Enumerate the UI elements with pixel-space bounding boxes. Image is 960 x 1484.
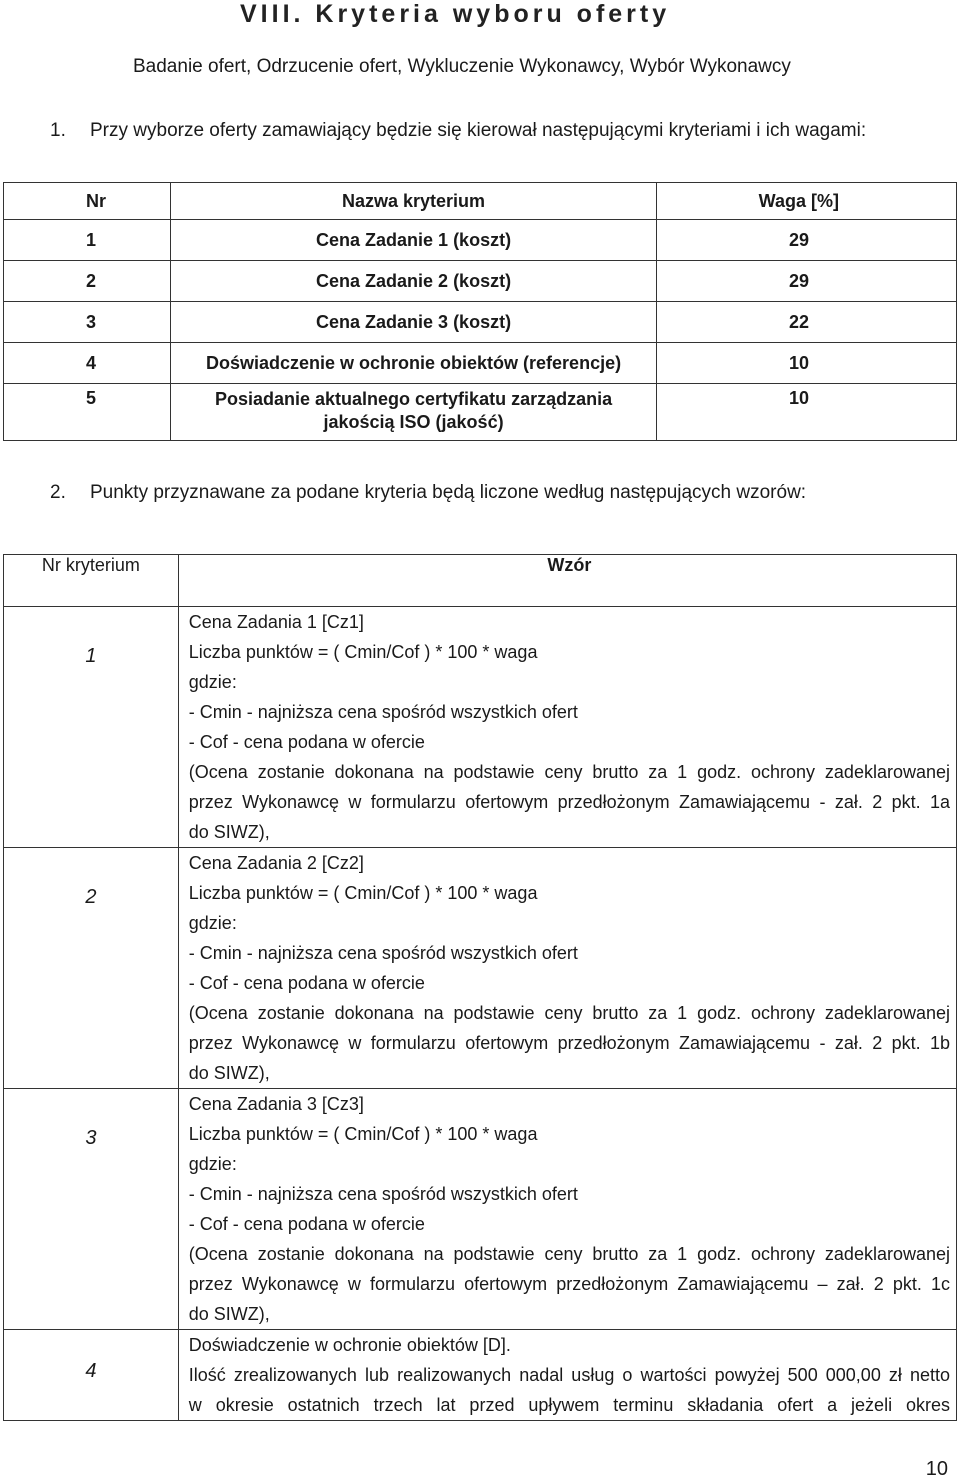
formula-line: Ilość zrealizowanych lub realizowanych nadal usług o wartości powyżej 500 000,00 zł netto [188,1365,950,1385]
cell-nr [4,1089,179,1330]
table-row [4,261,957,302]
paragraph-2 [50,482,806,504]
cell-name: Cena Zadanie 1 (koszt) [171,220,656,261]
cell-weight: 10 [656,343,956,384]
cell-nr: 5 [4,384,171,441]
cell-nr: 2 [4,261,171,302]
paragraph-text: Przy wyborze oferty zamawiający będzie się kierował następującymi kryteriami i ich wagami: [90,120,867,141]
header-nr: Nr [4,183,171,220]
formula-line: - Cmin - najniższa cena spośród wszystkich ofert [188,1184,578,1204]
formula-line: do SIWZ), [188,1063,270,1083]
row-number: 2 [85,886,97,908]
formula-line: przez Wykonawcę w formularzu ofertowym przedłożonym Zamawiającemu - zał. 2 pkt. 1b [188,1033,950,1053]
formula-line: gdzie: [188,913,237,933]
cell-nr: 3 [4,302,171,343]
section-subheading: Badanie ofert, Odrzucenie ofert, Wykluczenie Wykonawcy, Wybór Wykonawcy [133,56,791,77]
formula-line: Liczba punktów = ( Cmin/Cof ) * 100 * waga [188,1124,538,1144]
row-number: 4 [85,1360,97,1382]
formula-line: gdzie: [188,1154,237,1174]
formula-line: Cena Zadania 1 [Cz1] [188,612,364,632]
cell-formula [178,1330,956,1421]
cell-name: Cena Zadanie 2 (koszt) [171,261,656,302]
formula-line: (Ocena zostanie dokonana na podstawie ceny brutto za 1 godz. ochrony zadeklarowanej [188,1244,950,1264]
cell-weight: 10 [656,384,956,441]
formula-line: przez Wykonawcę w formularzu ofertowym przedłożonym Zamawiającemu - zał. 2 pkt. 1a [188,792,950,812]
table-header-row [4,555,957,607]
cell-formula [178,1089,956,1330]
formula-line: - Cof - cena podana w ofercie [188,1214,425,1234]
formula-line: (Ocena zostanie dokonana na podstawie ceny brutto za 1 godz. ochrony zadeklarowanej [188,762,950,782]
cell-formula [178,848,956,1089]
header-formula: Wzór [178,555,956,607]
row-number: 1 [85,645,97,667]
formula-line: Liczba punktów = ( Cmin/Cof ) * 100 * waga [188,883,538,903]
paragraph-number: 1. [50,120,66,141]
section-heading: VIII. Kryteria wyboru oferty [240,0,671,28]
formula-line: - Cmin - najniższa cena spośród wszystkich ofert [188,702,578,722]
header-name: Nazwa kryterium [171,183,656,220]
formula-line: (Ocena zostanie dokonana na podstawie ceny brutto za 1 godz. ochrony zadeklarowanej [188,1003,950,1023]
table-row [4,1089,957,1330]
cell-weight: 29 [656,220,956,261]
row-number: 3 [85,1127,97,1149]
cell-name: Posiadanie aktualnego certyfikatu zarządzania jakością ISO (jakość) [171,384,656,441]
cell-weight: 22 [656,302,956,343]
table-row [4,343,957,384]
cell-nr: 1 [4,220,171,261]
formula-line: przez Wykonawcę w formularzu ofertowym przedłożonym Zamawiającemu – zał. 2 pkt. 1c [188,1274,950,1294]
cell-nr [4,607,179,848]
criteria-table [3,182,957,441]
formula-table [3,554,957,1421]
cell-nr: 4 [4,343,171,384]
table-row [4,607,957,848]
table-row [4,384,957,441]
cell-weight: 29 [656,261,956,302]
header-nr-kryterium: Nr kryterium [4,555,179,607]
formula-line: Liczba punktów = ( Cmin/Cof ) * 100 * waga [188,642,538,662]
formula-line: - Cmin - najniższa cena spośród wszystkich ofert [188,943,578,963]
cell-nr [4,1330,179,1421]
table-header-row [4,183,957,220]
paragraph-text: Punkty przyznawane za podane kryteria będą liczone według następujących wzorów: [90,482,807,503]
table-row [4,848,957,1089]
formula-line: do SIWZ), [188,1304,270,1324]
cell-name: Doświadczenie w ochronie obiektów (referencje) [171,343,656,384]
header-weight: Waga [%] [656,183,956,220]
paragraph-1 [50,120,866,142]
formula-line: Cena Zadania 2 [Cz2] [188,853,364,873]
cell-formula [178,607,956,848]
formula-line: gdzie: [188,672,237,692]
table-row [4,1330,957,1421]
formula-line: Doświadczenie w ochronie obiektów [D]. [188,1335,511,1355]
cell-name: Cena Zadanie 3 (koszt) [171,302,656,343]
table-row [4,220,957,261]
cell-nr [4,848,179,1089]
page-number: 10 [925,1458,948,1480]
formula-line: - Cof - cena podana w ofercie [188,973,425,993]
formula-line: - Cof - cena podana w ofercie [188,732,425,752]
table-row [4,302,957,343]
formula-line: Cena Zadania 3 [Cz3] [188,1094,364,1114]
paragraph-number: 2. [50,482,66,503]
formula-line: do SIWZ), [188,822,270,842]
formula-line: w okresie ostatnich trzech lat przed upływem terminu składania ofert a jeżeli okres [188,1395,950,1415]
